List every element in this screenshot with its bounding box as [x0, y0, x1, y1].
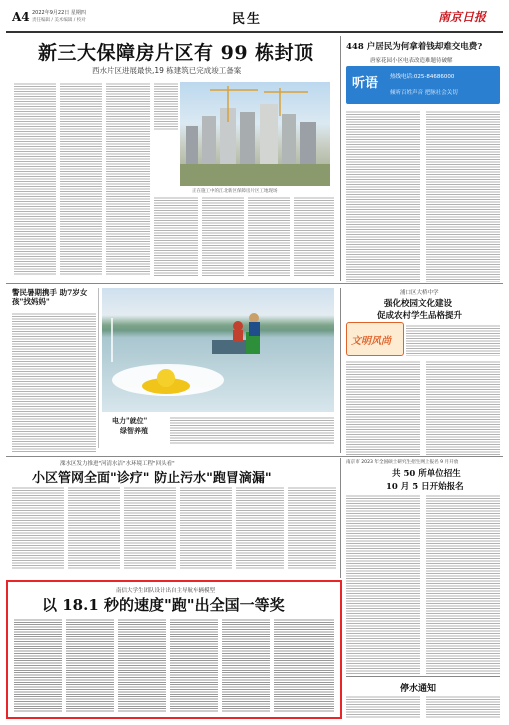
right-top-body-2	[426, 110, 500, 282]
photo-label-1: 电力"就位"	[112, 416, 148, 425]
pond-image	[102, 288, 334, 412]
highlight-body-6	[274, 618, 334, 712]
lead-subhead: 西水片区进展最快,19 栋建筑已完成竣工备案	[92, 66, 242, 75]
hotline-banner	[346, 66, 500, 104]
right-top-headline: 448 户居民为何拿着钱却难交电费?	[346, 42, 483, 52]
mid-right-headline-2: 促成农村学生品格提升	[377, 311, 463, 321]
notice-body-1	[346, 695, 420, 719]
logo: 南京日报	[438, 10, 487, 24]
masthead	[6, 6, 503, 32]
hotline-title: 听语	[352, 76, 379, 91]
lead-body-col-4	[154, 82, 178, 130]
sewer-body-5	[236, 486, 284, 570]
section-divider-1	[6, 283, 503, 284]
civility-badge-text: 文明风尚	[351, 336, 391, 347]
mid-right-body-2	[346, 360, 420, 456]
column-divider	[340, 36, 341, 281]
lead-body-col-3	[106, 82, 150, 276]
highlight-body-4	[170, 618, 218, 712]
highlight-body-1	[14, 618, 62, 712]
civility-badge	[346, 322, 404, 356]
notice-body-2	[426, 695, 500, 719]
lead-headline: 新三大保障房片区有 99 栋封顶	[38, 42, 314, 64]
aquaculture-photo	[102, 288, 334, 412]
sewer-body-3	[124, 486, 176, 570]
exam-body-2	[426, 494, 500, 674]
highlight-body-2	[66, 618, 114, 712]
highlight-kicker: 南信大学生团队设计出自主导航车辆模型	[116, 588, 216, 594]
hotline-phone: 热线电话:025-84686000	[390, 74, 455, 80]
photo-label	[112, 416, 168, 436]
lead-body-col-2	[60, 82, 102, 276]
hotline-subtitle: 倾听百姓声音 把脉社会关切	[390, 90, 458, 96]
sewer-kicker: 溧水区发力推进"河清水洁"水环境工程"回头看"	[60, 461, 175, 467]
mid-right-divider	[340, 288, 341, 453]
section-title: 民生	[232, 12, 263, 27]
sewer-body-2	[68, 486, 120, 570]
highlight-box[interactable]	[6, 580, 342, 719]
mid-left-divider	[98, 288, 99, 448]
exam-headline-2: 10 月 5 日开始报名	[386, 482, 464, 492]
exam-body-1	[346, 494, 420, 674]
lead-body-col-8	[294, 196, 334, 276]
mid-right-headline-1: 强化校园文化建设	[384, 299, 453, 309]
mid-right-body-1	[406, 324, 500, 356]
lead-body-col-6	[202, 196, 244, 276]
photo-caption-text	[170, 416, 334, 444]
section-divider-2	[6, 456, 503, 457]
exam-kicker: 南京市 2023 年全国硕士研究生招生网上报名 9 月开放	[346, 460, 459, 465]
page-label: A4	[12, 10, 30, 24]
highlight-body-5	[222, 618, 270, 712]
notice-headline: 停水通知	[400, 684, 437, 694]
notice-divider	[346, 676, 500, 677]
sewer-body-1	[12, 486, 64, 570]
sewer-body-6	[288, 486, 336, 570]
date-line: 2022年9月22日 星期四	[32, 10, 86, 16]
mid-left-body	[12, 312, 96, 452]
mid-right-body-3	[426, 360, 500, 456]
construction-image	[180, 82, 330, 186]
photo-label-2: 绿智养殖	[120, 426, 148, 435]
highlight-body-3	[118, 618, 166, 712]
right-top-subhead: 唐家花园小区电表改造难题待破解	[370, 58, 453, 64]
mid-right-kicker: 浦口区大桥中学	[400, 290, 439, 296]
lead-body-col-1	[14, 82, 56, 276]
lead-photo	[180, 82, 330, 186]
editor-line: 责任编辑 / 美术编辑 / 校对	[32, 18, 86, 23]
lead-body-col-5	[154, 196, 198, 276]
highlight-headline: 以 18.1 秒的速度"跑"出全国一等奖	[42, 596, 285, 614]
sewer-headline: 小区管网全面"诊疗" 防止污水"跑冒滴漏"	[32, 471, 272, 486]
lead-body-col-7	[248, 196, 290, 276]
exam-divider	[340, 458, 341, 578]
masthead-rule	[6, 31, 503, 33]
sewer-body-4	[180, 486, 232, 570]
lead-photo-caption: 正在施工中的江北新区保障房片区工地现场	[192, 189, 278, 194]
mid-left-headline: 警民暑期携手 助7岁女孩"找妈妈"	[12, 288, 88, 306]
exam-headline-1: 共 50 所单位招生	[392, 469, 461, 479]
right-top-body-1	[346, 110, 420, 282]
